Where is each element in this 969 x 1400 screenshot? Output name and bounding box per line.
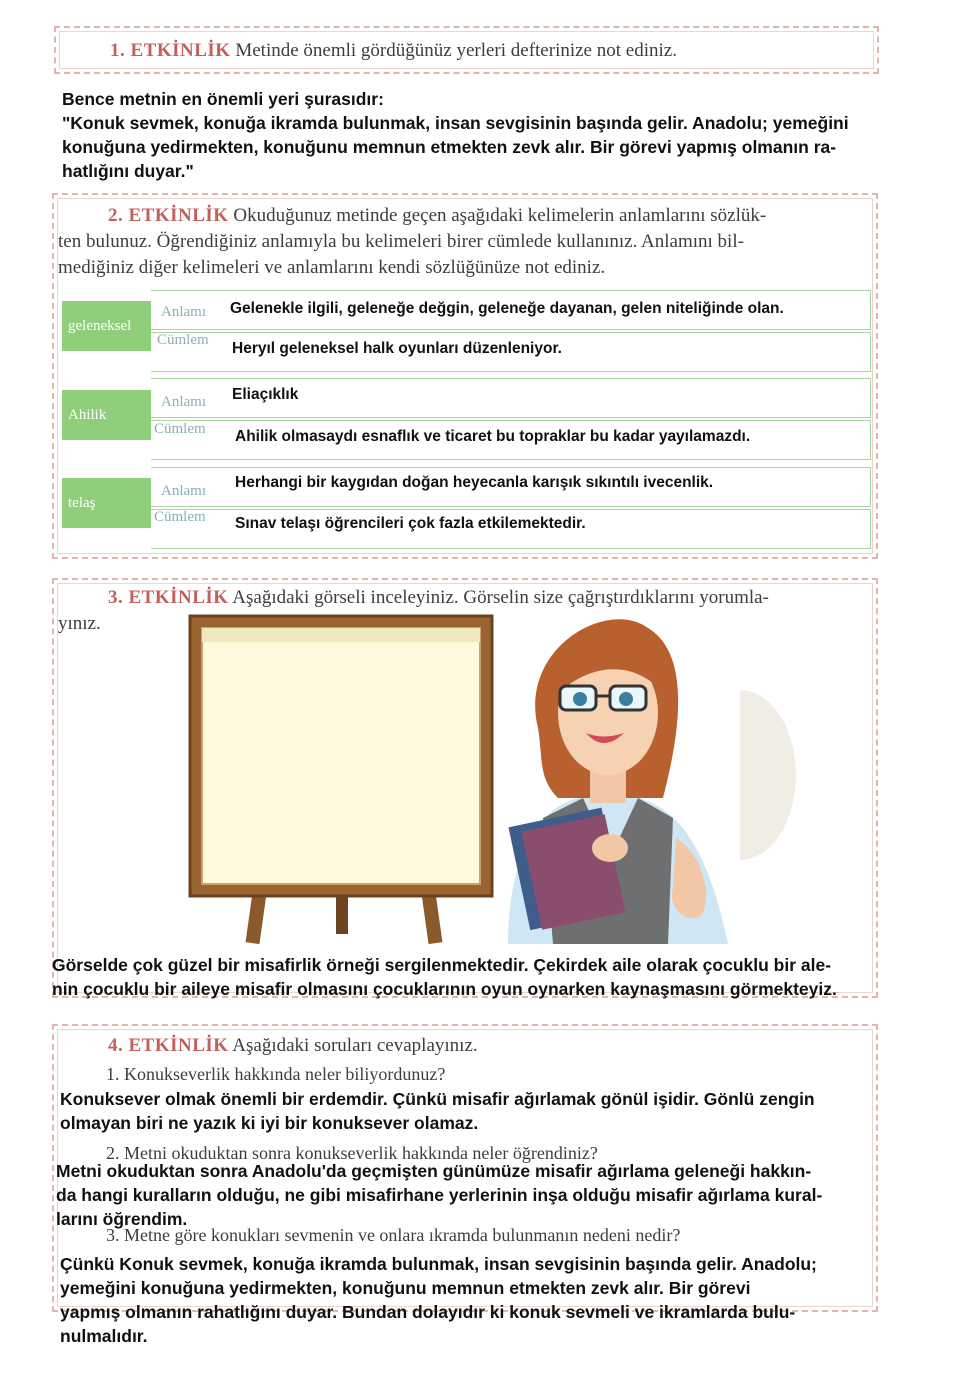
word-sentence: Sınav telaşı öğrencileri çok fazla etkilemektedir. (235, 515, 586, 532)
activity-4-tag: 4. ETKİNLİK (108, 1035, 229, 1056)
activity-1-heading (110, 40, 677, 62)
answer-line: Konuksever olmak önemli bir erdemdir. Çünkü misafir ağırlamak gönül işidir. Gönlü zengin (60, 1089, 815, 1109)
answer-line: olmayan biri ne yazık ki iyi bir konuksever olamaz. (60, 1113, 479, 1133)
activity-1-answer-line: Bence metnin en önemli yeri şurasıdır: (62, 89, 384, 109)
easel-board-illustration (188, 614, 498, 944)
activity-2-instruction-line: Okuduğunuz metinde geçen aşağıdaki kelimelerin anlamlarını sözlük- (233, 205, 767, 226)
answer-line: larını öğrendim. (56, 1209, 188, 1229)
activity-2-heading (58, 203, 878, 281)
word-sentence: Ahilik olmasaydı esnaflık ve ticaret bu topraklar bu kadar yayılamazdı. (235, 428, 751, 445)
word-meaning: Eliaçıklık (232, 386, 299, 403)
activity-2-instruction-line: mediğiniz diğer kelimeleri ve anlamlarını kendi sözlüğünüze not ediniz. (58, 257, 606, 278)
activity-3-answer-line: nin çocuklu bir aileye misafir olmasını çocuklarının oyun oynarken kaynaşmasını görmekteyiz. (52, 979, 837, 999)
word-tab-geleneksel: geleneksel (62, 301, 151, 351)
background-decoration (740, 690, 800, 860)
activity-2-instruction-line: ten bulunuz. Öğrendiğiniz anlamıyla bu kelimeleri birer cümlede kullanınız. Anlamını bil- (58, 231, 744, 252)
activity-1-answer-line: konuğuna yedirmekten, konuğunu memnun etmekten zevk alır. Bir görevi yapmış olmanın ra- (62, 137, 837, 157)
answer-line: yapmış olmanın rahatlığını duyar. Bundan dolayıdır ki konuk sevmeli ve ikramlarda bulu- (60, 1302, 796, 1322)
activity-1-answer-line: hatlığını duyar." (62, 161, 194, 181)
meaning-label: Anlamı (161, 483, 206, 499)
answer-line: nulmalıdır. (60, 1326, 148, 1346)
activity-4-heading (108, 1035, 478, 1057)
teacher-illustration (498, 608, 743, 944)
activity-3-instruction-cont: yınız. (58, 613, 101, 634)
question-3: 3. Metne göre konukları sevmenin ve onlara ıkramda bulunmanın nedeni nedir? (106, 1225, 681, 1245)
answer-line: Metni okuduktan sonra Anadolu'da geçmişten günümüze misafir ağırlama geleneği hakkın- (56, 1161, 812, 1181)
question-1: 1. Konukseverlik hakkında neler biliyordunuz? (106, 1064, 446, 1084)
answer-line: da hangi kuralların olduğu, ne gibi misafirhane yerlerinin inşa olduğu misafir ağırlama kural- (56, 1185, 823, 1205)
word-sentence: Heryıl geleneksel halk oyunları düzenleniyor. (232, 340, 562, 357)
activity-3-instruction: Aşağıdaki görseli inceleyiniz. Görselin size çağrıştırdıklarını yorumla- (232, 587, 769, 608)
answer-2 (56, 1159, 822, 1231)
sentence-label: Cümlem (154, 509, 206, 525)
question-2: 2. Metni okuduktan sonra konukseverlik hakkında neler öğrendiniz? (106, 1143, 598, 1163)
activity-1-answer (62, 87, 849, 183)
word-tab-telas: telaş (62, 478, 151, 528)
activity-1-answer-line: "Konuk sevmek, konuğa ikramda bulunmak, insan sevgisinin başında gelir. Anadolu; yemeğini (62, 113, 849, 133)
sentence-label: Cümlem (157, 332, 209, 348)
answer-line: yemeğini konuğuna yedirmekten, konuğunu memnun etmekten zevk alır. Bir görevi (60, 1278, 751, 1298)
answer-1 (60, 1087, 815, 1135)
word-meaning: Gelenekle ilgili, geleneğe değgin, geleneğe dayanan, gelen niteliğinde olan. (230, 300, 784, 317)
meaning-label: Anlamı (161, 304, 206, 320)
activity-4-instruction: Aşağıdaki soruları cevaplayınız. (232, 1035, 478, 1056)
answer-line: Çünkü Konuk sevmek, konuğa ikramda bulunmak, insan sevgisinin başında gelir. Anadolu; (60, 1254, 817, 1274)
activity-1-tag: 1. ETKİNLİK (110, 40, 231, 61)
word-meaning: Herhangi bir kaygıdan doğan heyecanla karışık sıkıntılı ivecenlik. (235, 474, 714, 491)
activity-2-tag: 2. ETKİNLİK (108, 205, 229, 226)
meaning-label: Anlamı (161, 394, 206, 410)
activity-1-instruction: Metinde önemli gördüğünüz yerleri defterinize not ediniz. (235, 40, 677, 61)
activity-3-answer (52, 953, 837, 1001)
activity-3-answer-line: Görselde çok güzel bir misafirlik örneği sergilenmektedir. Çekirdek aile olarak çocuklu bir ale- (52, 955, 832, 975)
activity-3-tag: 3. ETKİNLİK (108, 587, 229, 608)
answer-3 (60, 1252, 817, 1348)
word-tab-ahilik: Ahilik (62, 390, 151, 440)
sentence-label: Cümlem (154, 421, 206, 437)
